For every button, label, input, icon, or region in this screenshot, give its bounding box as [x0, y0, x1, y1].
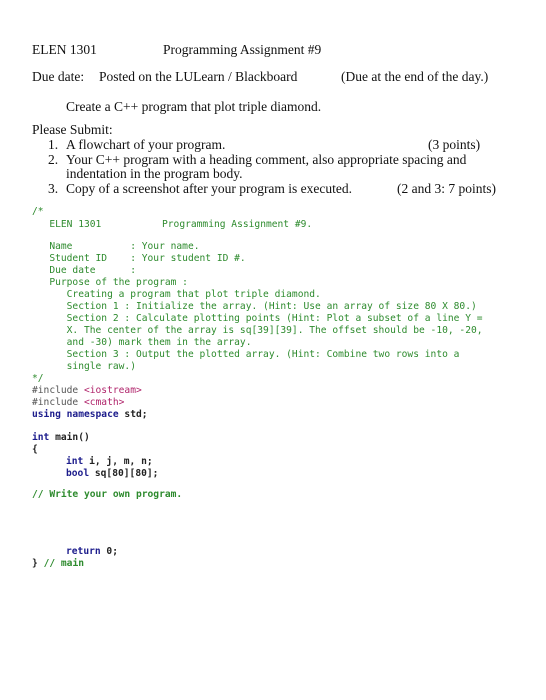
- due-date-note: (Due at the end of the day.): [341, 69, 489, 84]
- include-directive: #include: [32, 397, 84, 408]
- task-description: Create a C++ program that plot triple diamond.: [66, 99, 322, 114]
- submit-item-number: 3.: [48, 181, 59, 196]
- main-end-comment: // main: [43, 558, 84, 569]
- purpose-line: single raw.): [32, 361, 136, 372]
- return-keyword: return: [66, 546, 101, 557]
- header-comment-due-date: Due date :: [32, 265, 136, 276]
- comment-close: */: [32, 373, 44, 384]
- brace-close: }: [32, 558, 44, 569]
- header-comment-purpose: Purpose of the program :: [32, 277, 188, 288]
- purpose-line: Section 3 : Output the plotted array. (Hint: Combine two rows into a: [32, 349, 460, 360]
- return-statement: [66, 546, 118, 558]
- include-cmath: [32, 397, 124, 409]
- header-comment-title: Programming Assignment #9.: [162, 219, 313, 230]
- type-keyword: int: [66, 456, 84, 467]
- type-keyword: bool: [66, 468, 90, 479]
- due-date-value: Posted on the LULearn / Blackboard: [99, 69, 298, 84]
- decl-ints: [66, 456, 153, 468]
- course-code: ELEN 1301: [32, 42, 97, 57]
- submit-item-text: Copy of a screenshot after your program is executed.: [66, 181, 353, 196]
- write-program-comment: // Write your own program.: [32, 489, 183, 500]
- purpose-line: Section 2 : Calculate plotting points (Hint: Plot a subset of a line Y =: [32, 313, 483, 324]
- namespace-name: std;: [118, 409, 148, 420]
- header-comment-student-id: Student ID : Your student ID #.: [32, 253, 246, 264]
- return-value: 0;: [100, 546, 118, 557]
- variable-list: i, j, m, n;: [83, 456, 153, 467]
- purpose-line: Creating a program that plot triple diamond.: [32, 289, 321, 300]
- main-close: [32, 558, 84, 570]
- include-iostream: [32, 385, 142, 397]
- submit-heading: Please Submit:: [32, 122, 113, 137]
- return-type-keyword: int: [32, 432, 50, 443]
- due-date-label: Due date:: [32, 69, 85, 84]
- main-name: main(): [49, 432, 90, 443]
- include-library: <cmath>: [83, 397, 125, 408]
- submit-item-text: A flowchart of your program.: [66, 137, 226, 152]
- header-comment-name: Name : Your name.: [32, 241, 200, 252]
- submit-item-text: Your C++ program with a heading comment, also appropriate spacing and: [66, 152, 467, 167]
- purpose-line: X. The center of the array is sq[39][39]. The offset should be -10, -20,: [32, 325, 483, 336]
- comment-open: /*: [32, 206, 44, 217]
- include-directive: #include: [32, 385, 84, 396]
- using-namespace: [32, 409, 148, 421]
- main-signature: [32, 432, 90, 444]
- submit-item-points: (2 and 3: 7 points): [397, 181, 496, 196]
- decl-array: [66, 468, 158, 480]
- submit-item-number: 2.: [48, 152, 59, 167]
- brace-open: {: [32, 444, 38, 455]
- submit-item-text-continued: indentation in the program body.: [66, 166, 243, 181]
- assignment-title: Programming Assignment #9: [163, 42, 322, 57]
- purpose-line: and -30) mark them in the array.: [32, 337, 252, 348]
- array-declaration: sq[80][80];: [89, 468, 159, 479]
- submit-item-points: (3 points): [428, 137, 481, 152]
- submit-item-number: 1.: [48, 137, 59, 152]
- header-comment-course: ELEN 1301: [32, 219, 102, 230]
- purpose-line: Section 1 : Initialize the array. (Hint: Use an array of size 80 X 80.): [32, 301, 477, 312]
- include-library: <iostream>: [83, 385, 142, 396]
- using-keyword: using namespace: [32, 409, 119, 420]
